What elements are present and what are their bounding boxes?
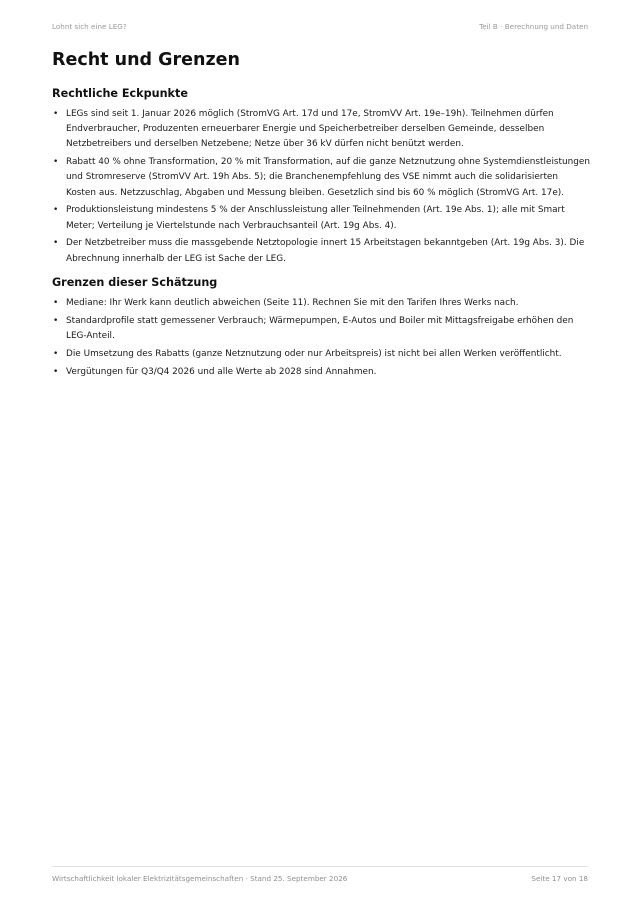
list-item-text: Rabatt 40 % ohne Transformation, 20 % mit Transformation, auf die ganze Netznutzung ohne Systemdienstleistungen und Stromreserve (StromVV Art. 19h Abs. 5); die Branchenempfehlung des VSE nimmt auch die solidarisierten Kosten aus. Netzzuschlag, Abgaben und Messung bleiben. Gesetzlich sind bis 60 % möglich (StromVG Art. 17e).	[66, 157, 590, 198]
list-item	[52, 296, 590, 311]
list-item	[52, 107, 590, 153]
section-heading-legal: Rechtliche Eckpunkte	[52, 87, 188, 100]
page-title: Recht und Grenzen	[52, 50, 241, 70]
list-item-text: Vergütungen für Q3/Q4 2026 und alle Werte ab 2028 sind Annahmen.	[66, 367, 377, 377]
list-item	[52, 314, 590, 344]
limits-list	[52, 296, 590, 380]
bullet-icon: •	[53, 238, 59, 249]
bullet-icon: •	[53, 157, 59, 168]
list-item	[52, 236, 590, 266]
bullet-icon: •	[53, 349, 59, 360]
list-item-text: Produktionsleistung mindestens 5 % der Anschlussleistung aller Teilnehmenden (Art. 19e Abs. 1); alle mit Smart Meter; Verteilung je Viertelstunde nach Verbrauchsanteil (Art. 19g Abs. 4).	[66, 205, 565, 231]
list-item-text: Die Umsetzung des Rabatts (ganze Netznutzung oder nur Arbeitspreis) ist nicht bei allen Werken veröffentlicht.	[66, 349, 562, 360]
section-heading-limits: Grenzen dieser Schätzung	[52, 276, 218, 290]
list-item	[52, 203, 590, 233]
bullet-icon: •	[53, 109, 59, 119]
header-section-label: Teil B · Berechnung und Daten	[479, 22, 588, 31]
page-footer	[52, 866, 588, 888]
list-item	[52, 155, 590, 201]
list-item-text: Mediane: Ihr Werk kann deutlich abweichen (Seite 11). Rechnen Sie mit den Tarifen Ihres Werks nach.	[66, 298, 519, 309]
footer-document-info: Wirtschaftlichkeit lokaler Elektrizitätsgemeinschaften · Stand 25. September 2026	[52, 874, 348, 883]
page-number: Seite 17 von 18	[531, 874, 588, 883]
list-item-text: Der Netzbetreiber muss die massgebende Netztopologie innert 15 Arbeitstagen bekanntgeben (Art. 19g Abs. 3). Die Abrechnung innerhalb der LEG ist Sache der LEG.	[66, 238, 585, 264]
legal-points-list	[52, 107, 590, 267]
list-item	[52, 347, 590, 362]
page-header	[52, 22, 588, 36]
header-document-title: Lohnt sich eine LEG?	[52, 22, 127, 31]
list-item	[52, 365, 590, 380]
list-item-text: Standardprofile statt gemessener Verbrauch; Wärmepumpen, E-Autos und Boiler mit Mittagsfreigabe erhöhen den LEG-Anteil.	[66, 316, 574, 342]
bullet-icon: •	[53, 367, 59, 377]
bullet-icon: •	[53, 316, 59, 327]
list-item-text: LEGs sind seit 1. Januar 2026 möglich (StromVG Art. 17d und 17e, StromVV Art. 19e–19h). Teilnehmen dürfen Endverbraucher, Produzenten erneuerbarer Energie und Speicherbetreiber derselben Gemeinde, desselben Netzbetreibers und derselben Netzebene; Netze über 36 kV dürfen nicht benützt werden.	[66, 109, 554, 150]
bullet-icon: •	[53, 205, 59, 216]
bullet-icon: •	[53, 298, 59, 309]
page-content	[52, 48, 590, 383]
